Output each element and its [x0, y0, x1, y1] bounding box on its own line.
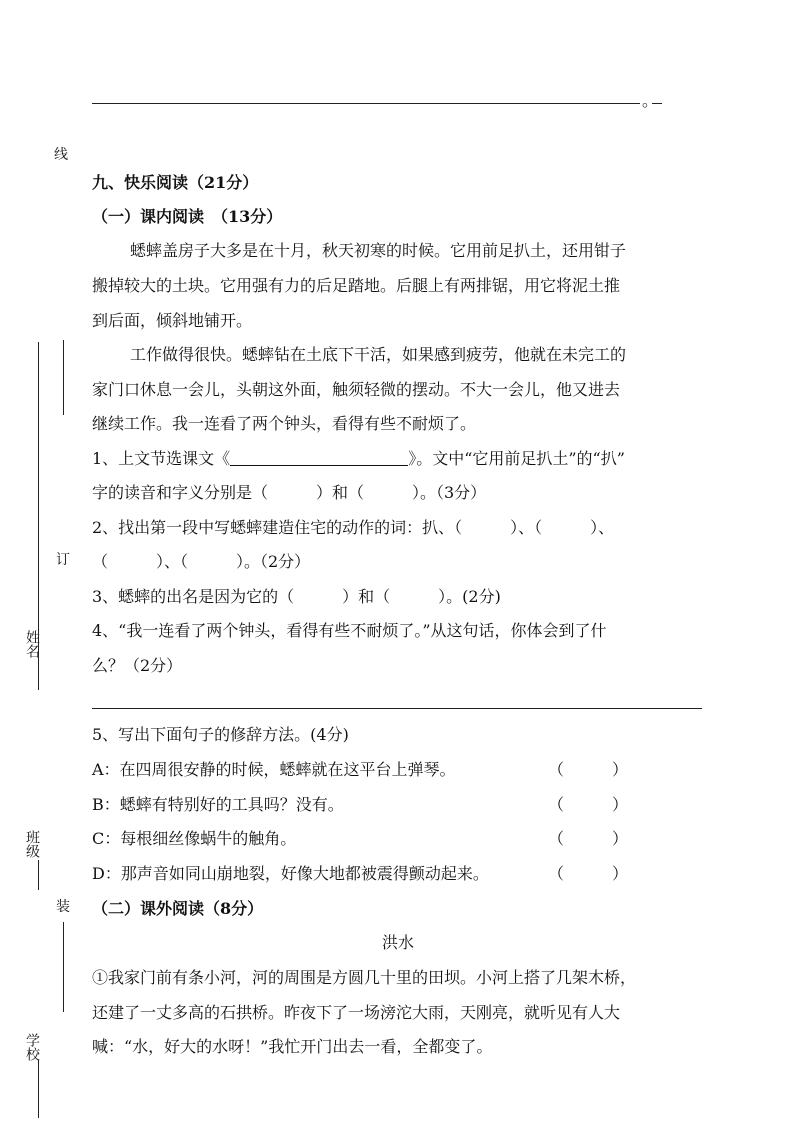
- q5-item-a-blank[interactable]: （ ）: [548, 760, 629, 779]
- q5-item-b: [92, 795, 707, 815]
- margin-bind-char: 订: [56, 552, 70, 568]
- q5-item-c-text: C：每根细丝像蜗牛的触角。: [92, 829, 297, 848]
- q5-item-c-blank[interactable]: （ ）: [548, 829, 629, 848]
- margin-school-label: 学校: [24, 1033, 40, 1061]
- margin-staple-char: 装: [56, 899, 70, 915]
- question-1-line1: [92, 449, 707, 469]
- story-para-line2: 还建了一丈多高的石拱桥。昨夜下了一场滂沱大雨，天刚亮，就听见有人大: [92, 1003, 621, 1022]
- top-answer-end: 。: [642, 91, 659, 110]
- margin-vline-2: [38, 342, 39, 690]
- margin-vline-5: [38, 1060, 39, 1118]
- para1-line2: 搬掉较大的土块。它用强有力的后足踏地。后腿上有两排锯，用它将泥土推: [92, 276, 621, 295]
- q1-suffix: 》。文中“它用前足扒土”的“扒”: [408, 449, 625, 468]
- margin-vline-4: [63, 922, 64, 1012]
- q1-prefix: 1、上文节选课文《: [92, 449, 231, 468]
- margin-name-label: 姓名: [24, 630, 40, 658]
- top-answer-line: [92, 103, 640, 104]
- question-4-line2: 么？（2分）: [92, 656, 183, 675]
- question-2-line1: 2、找出第一段中写蟋蟀建造住宅的动作的词：扒、（ ）、（ ）、: [92, 518, 615, 537]
- question-2-line2: （ ）、（ ）。（2分）: [92, 552, 311, 571]
- para2-line3: 继续工作。我一连看了两个钟头，看得有些不耐烦了。: [92, 414, 477, 433]
- para1-line1: 蟋蟀盖房子大多是在十月，秋天初寒的时候。它用前足扒土，还用钳子: [130, 241, 627, 260]
- story-para-line3: 喊：“水，好大的水呀！”我忙开门出去一看，全都变了。: [92, 1037, 493, 1056]
- margin-class-label: 班级: [24, 830, 40, 858]
- margin-vline-1: [63, 340, 64, 415]
- q5-item-d-blank[interactable]: （ ）: [548, 864, 629, 883]
- q5-item-b-blank[interactable]: （ ）: [548, 795, 629, 814]
- question-5: 5、写出下面句子的修辞方法。(4分): [92, 725, 349, 744]
- para2-line1: 工作做得很快。蟋蟀钻在土底下干活，如果感到疲劳，他就在未完工的: [130, 345, 627, 364]
- question-4-answer-line[interactable]: [92, 708, 702, 709]
- question-3: 3、蟋蟀的出名是因为它的（ ）和（ ）。(2分): [92, 587, 501, 606]
- part1-title: （一）课内阅读 （13分）: [92, 207, 283, 226]
- margin-vline-3: [38, 860, 39, 890]
- part2-title: （二）课外阅读（8分）: [92, 899, 264, 918]
- question-1-line2: 字的读音和字义分别是（ ）和（ ）。（3分）: [92, 483, 487, 502]
- q5-item-a: [92, 760, 707, 780]
- q5-item-d: [92, 864, 707, 884]
- q1-title-blank[interactable]: [230, 449, 408, 466]
- q5-item-a-text: A：在四周很安静的时候，蟋蟀就在这平台上弹琴。: [92, 760, 456, 779]
- top-answer-line-tail: [652, 103, 662, 104]
- story-title: 洪水: [381, 933, 414, 952]
- q5-item-d-text: D：那声音如同山崩地裂，好像大地都被震得颤动起来。: [92, 864, 489, 883]
- para1-line3: 到后面，倾斜地铺开。: [92, 311, 253, 330]
- para2-line2: 家门口休息一会儿，头朝这外面，触须轻微的摆动。不大一会儿，他又进去: [92, 380, 621, 399]
- section-title: 九、快乐阅读（21分）: [92, 173, 259, 192]
- q5-item-c: [92, 829, 707, 849]
- question-4-line1: 4、“我一连看了两个钟头，看得有些不耐烦了。”从这句话，你体会到了什: [92, 621, 607, 640]
- story-para-line1: ①我家门前有条小河，河的周围是方圆几十里的田坝。小河上搭了几架木桥，: [92, 968, 637, 987]
- margin-line-char: 线: [54, 147, 68, 163]
- q5-item-b-text: B：蟋蟀有特别好的工具吗？没有。: [92, 795, 344, 814]
